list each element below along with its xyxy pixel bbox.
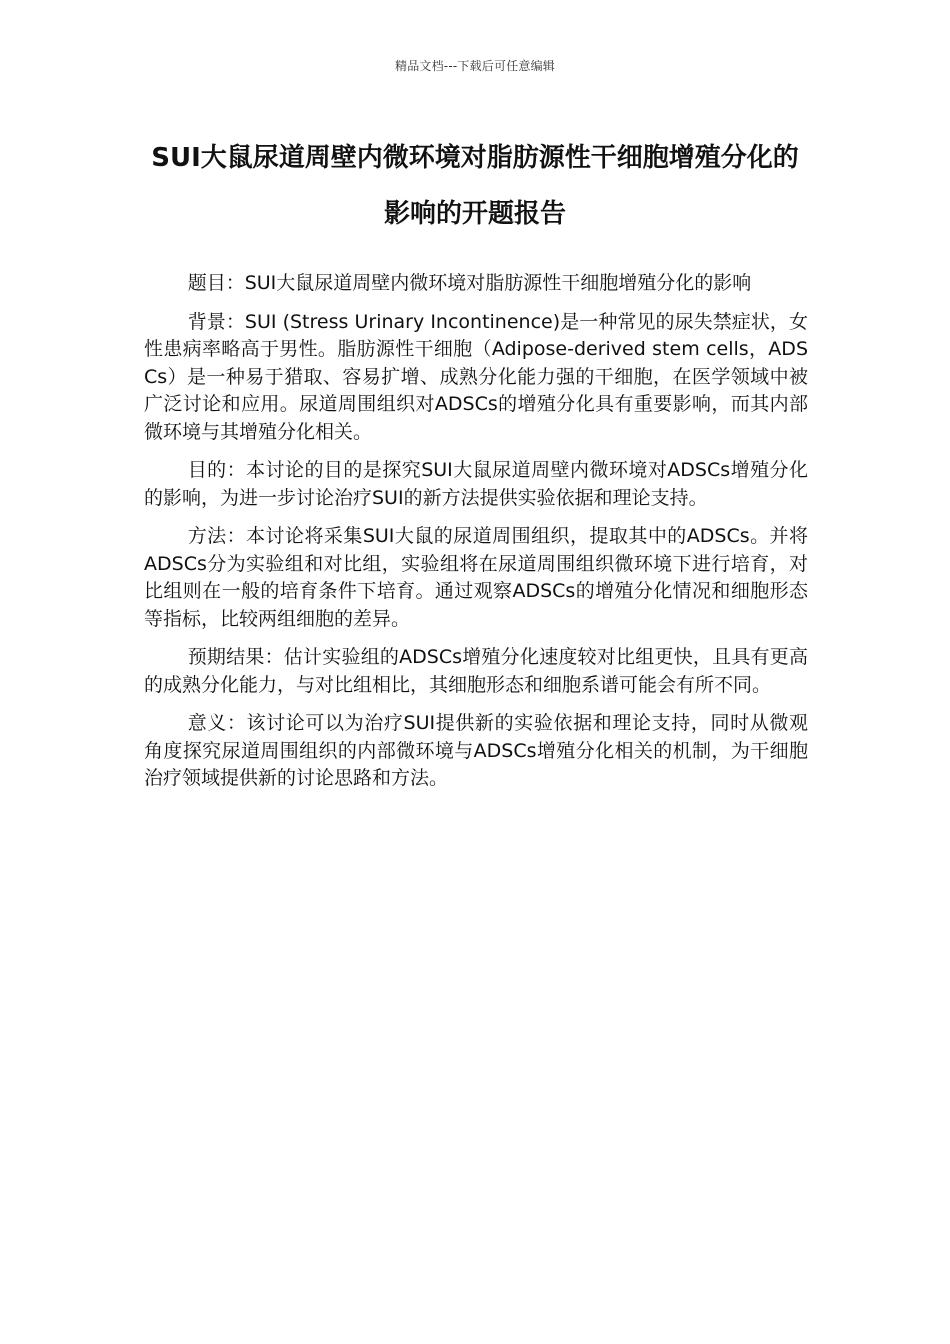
document-body [144, 270, 808, 804]
header-note: 精品文档---下载后可任意编辑 [395, 59, 555, 73]
paragraph-expected-results: 预期结果：估计实验组的ADSCs增殖分化速度较对比组更快，且具有更高的成熟分化能力，与对比组相比，其细胞形态和细胞系谱可能会有所不同。 [144, 646, 808, 696]
paragraph-objective: 目的：本讨论的目的是探究SUI大鼠尿道周壁内微环境对ADSCs增殖分化的影响，为进一步讨论治疗SUI的新方法提供实验依据和理论支持。 [144, 459, 808, 509]
paragraph-topic: 题目：SUI大鼠尿道周壁内微环境对脂肪源性干细胞增殖分化的影响 [187, 272, 752, 294]
paragraph-method: 方法：本讨论将采集SUI大鼠的尿道周围组织，提取其中的ADSCs。并将ADSCs分为实验组和对比组，实验组将在尿道周围组织微环境下进行培育，对比组则在一般的培育条件下培育。通过观察ADSCs的增殖分化情况和细胞形态等指标，比较两组细胞的差异。 [144, 525, 808, 630]
paragraph-significance: 意义：该讨论可以为治疗SUI提供新的实验依据和理论支持，同时从微观角度探究尿道周围组织的内部微环境与ADSCs增殖分化相关的机制，为干细胞治疗领域提供新的讨论思路和方法。 [144, 712, 808, 789]
paragraph-background: 背景：SUI (Stress Urinary Incontinence)是一种常见的尿失禁症状，女性患病率略高于男性。脂肪源性干细胞（Adipose-derived stem cells，ADSCs）是一种易于猎取、容易扩增、成熟分化能力强的干细胞，在医学领域中被广泛讨论和应用。尿道周围组织对ADSCs的增殖分化具有重要影响，而其内部微环境与其增殖分化相关。 [144, 310, 808, 443]
document-title: SUI大鼠尿道周壁内微环境对脂肪源性干细胞增殖分化的影响的开题报告 [151, 143, 799, 229]
